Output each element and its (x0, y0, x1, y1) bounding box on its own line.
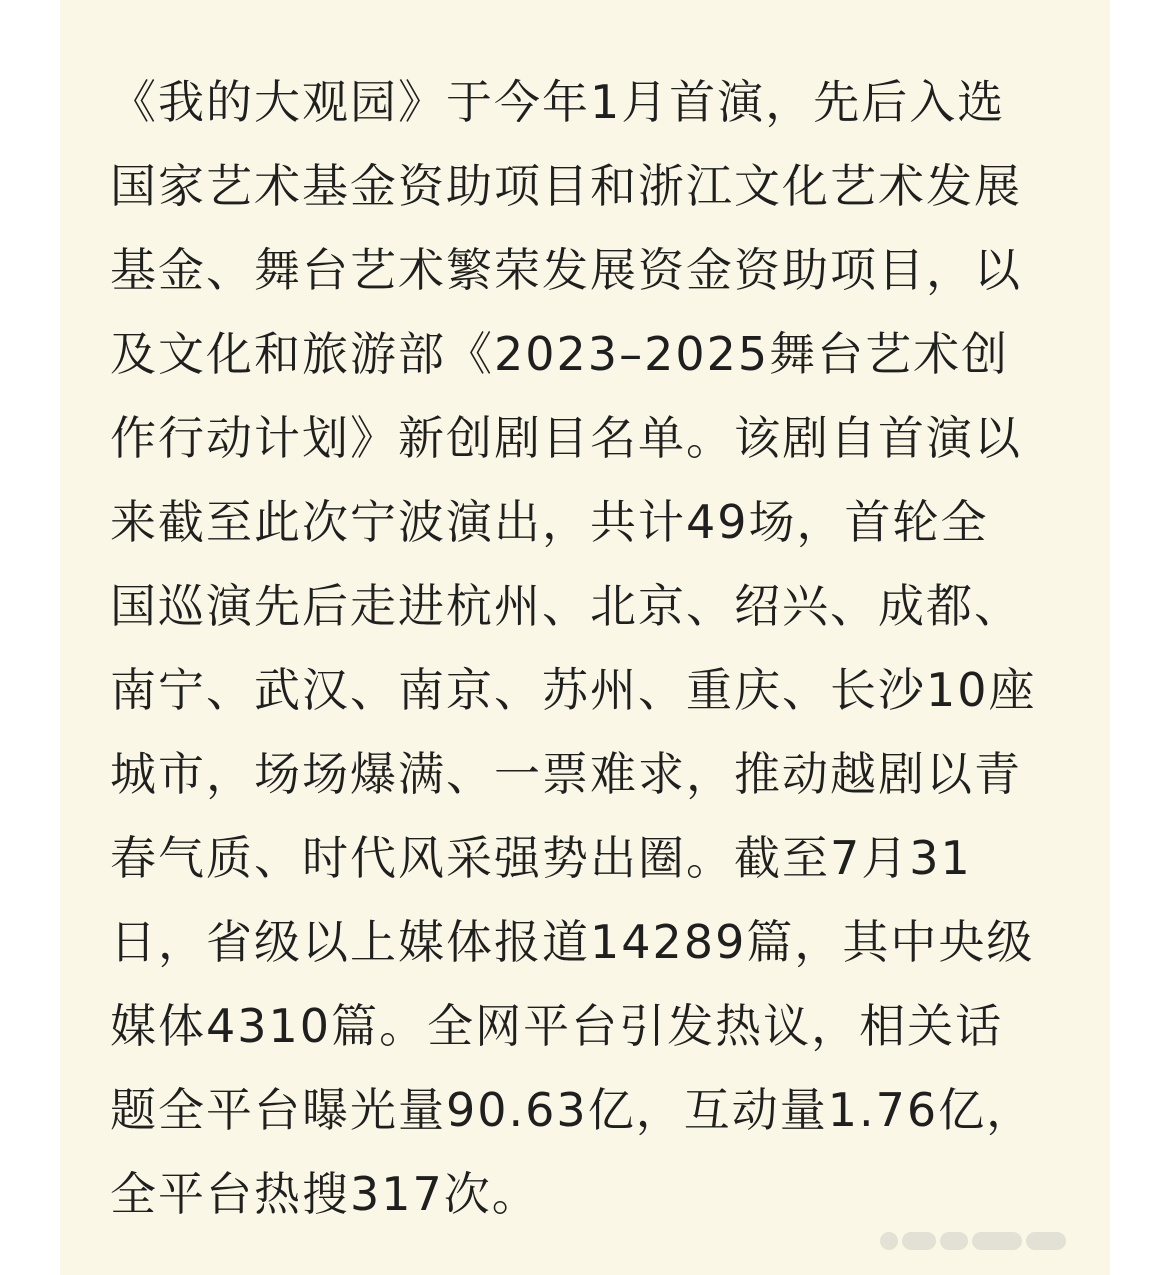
article-line-8: 南宁、武汉、南京、苏州、重庆、长沙10座 (110, 663, 1037, 717)
article-line-3: 基金、舞台艺术繁荣发展资金资助项目，以 (110, 243, 1022, 297)
article-text (110, 60, 1070, 1236)
article-line-12: 媒体4310篇。全网平台引发热议，相关话 (110, 999, 1004, 1053)
article-line-9: 城市，场场爆满、一票难求，推动越剧以青 (110, 747, 1022, 801)
article-line-2: 国家艺术基金资助项目和浙江文化艺术发展 (110, 159, 1022, 213)
article-line-6: 来截至此次宁波演出，共计49场，首轮全 (110, 495, 989, 549)
article-line-7: 国巡演先后走进杭州、北京、绍兴、成都、 (110, 579, 1022, 633)
article-line-11: 日，省级以上媒体报道14289篇，其中央级 (110, 915, 1035, 969)
article-line-1: 《我的大观园》于今年1月首演，先后入选 (110, 75, 1006, 129)
watermark (880, 1229, 1070, 1253)
article-line-14: 全平台热搜317次。 (110, 1167, 540, 1221)
article-line-4: 及文化和旅游部《2023–2025舞台艺术创 (110, 327, 1010, 381)
document-page (60, 0, 1110, 1275)
article-line-5: 作行动计划》新创剧目名单。该剧自首演以 (110, 411, 1022, 465)
article-line-13: 题全平台曝光量90.63亿，互动量1.76亿， (110, 1083, 1035, 1137)
article-line-10: 春气质、时代风采强势出圈。截至7月31 (110, 831, 972, 885)
